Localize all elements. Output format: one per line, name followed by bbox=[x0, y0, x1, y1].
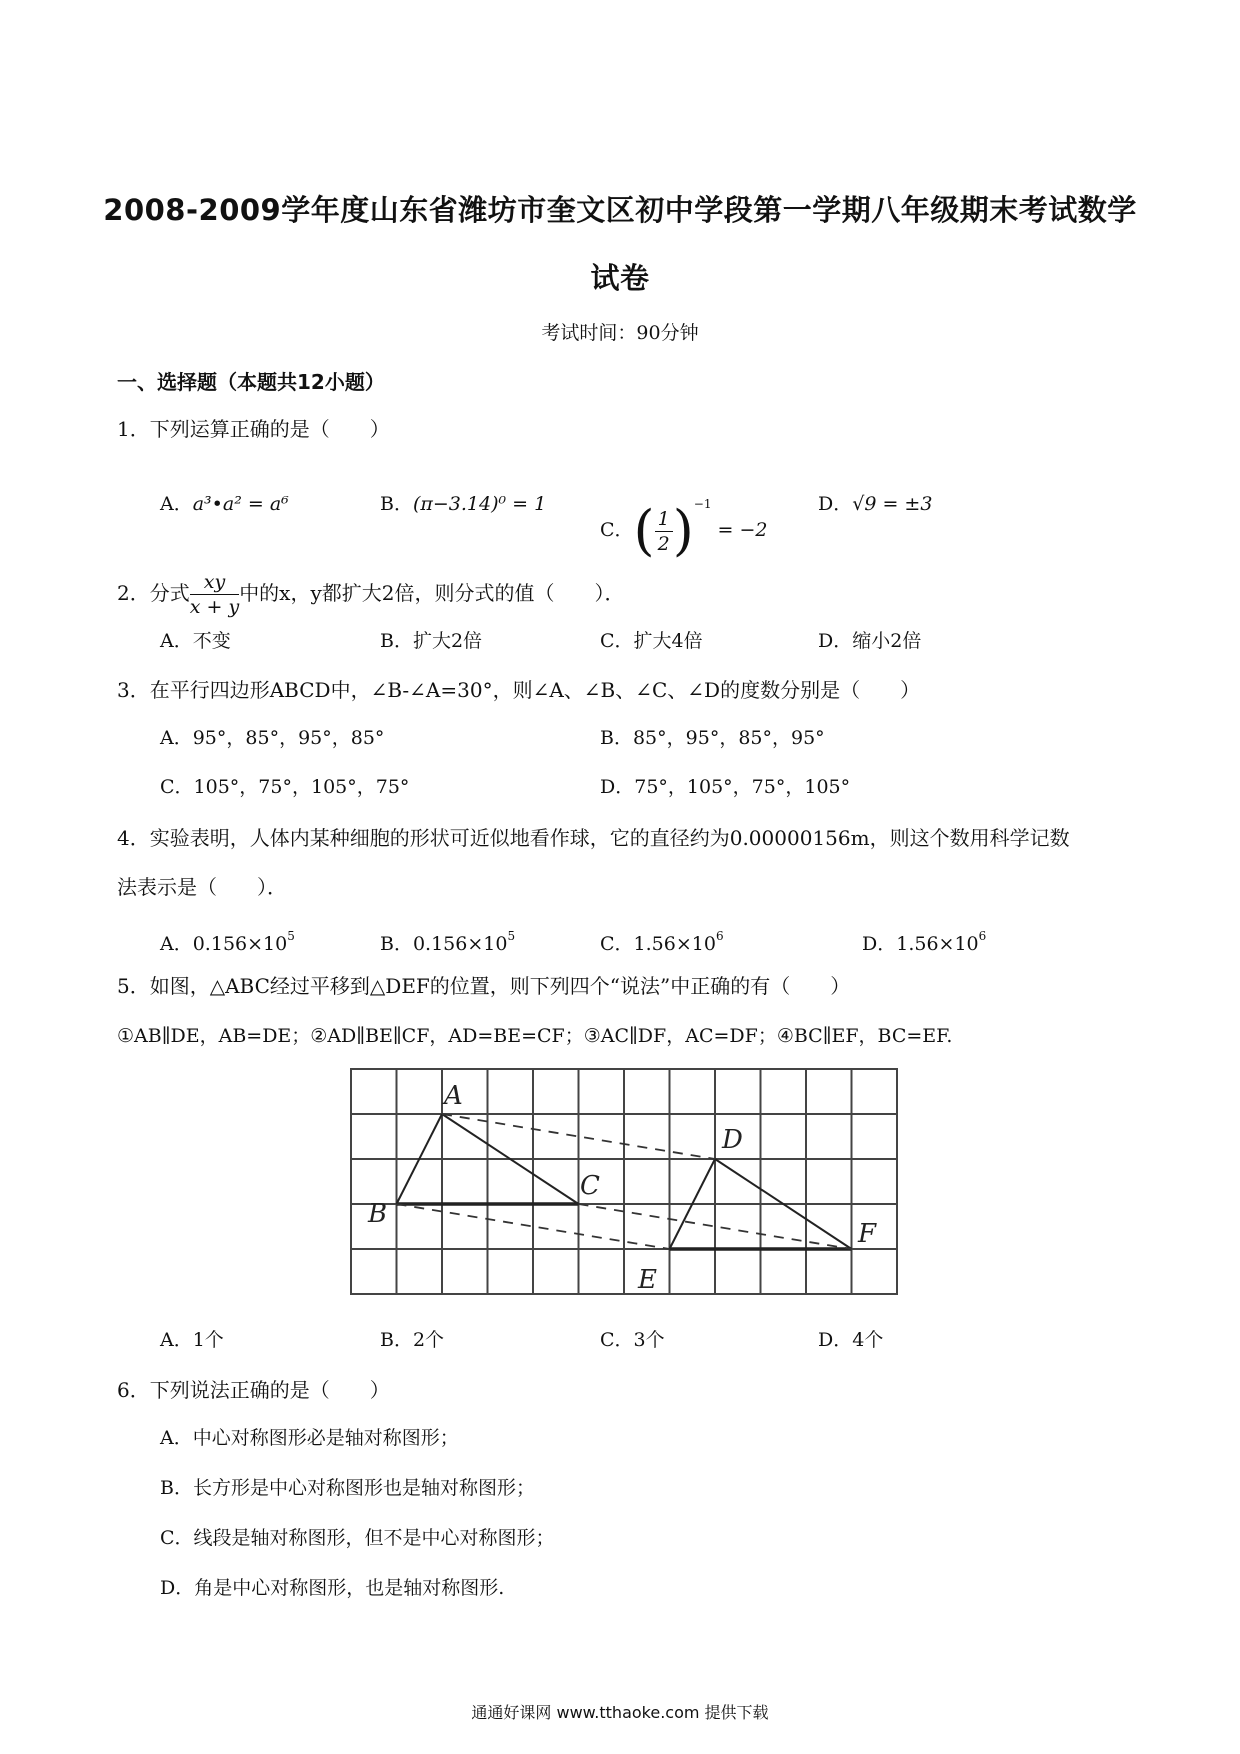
q5-option-c: C．3个 bbox=[600, 1329, 665, 1351]
q2-option-d: D．缩小2倍 bbox=[818, 630, 922, 652]
q4-option-a: A．$0.156\times 10^5$ bbox=[160, 929, 295, 955]
question-3-stem: 3．在平行四边形ABCD中，∠B-∠A=30°，则∠A、∠B、∠C、∠D的度数分别是（ ） bbox=[117, 678, 921, 702]
q6-option-a: A．中心对称图形必是轴对称图形； bbox=[160, 1427, 459, 1449]
q4-option-c: C．$1.56\times 10^6$ bbox=[600, 929, 724, 955]
q2-option-a: A．不变 bbox=[160, 630, 231, 652]
q2-option-c: C．扩大4倍 bbox=[600, 630, 703, 652]
section-heading: 一、选择题（本题共12小题） bbox=[117, 370, 385, 394]
q3-option-a: A．95°，85°，95°，85° bbox=[160, 727, 385, 749]
q5-option-a: A．1个 bbox=[160, 1329, 224, 1351]
question-5-statements: ①AB∥DE，AB=DE；②AD∥BE∥CF，AD=BE=CF；③AC∥DF，AC=DF；④BC∥EF，BC=EF. bbox=[117, 1025, 953, 1047]
q5-option-d: D．4个 bbox=[818, 1329, 884, 1351]
q3-option-b: B．85°，95°，85°，95° bbox=[600, 727, 825, 749]
q6-option-d: D．角是中心对称图形，也是轴对称图形. bbox=[160, 1577, 505, 1599]
q1-option-a: A．a³•a² = a⁶ bbox=[160, 493, 289, 515]
label-d: D bbox=[722, 1125, 743, 1155]
q3-option-d: D．75°，105°，75°，105° bbox=[600, 776, 851, 798]
q2-option-b: B．扩大2倍 bbox=[380, 630, 483, 652]
question-1-stem: 1．下列运算正确的是（ ） bbox=[117, 417, 390, 441]
exam-title-line2: 试卷 bbox=[590, 261, 650, 295]
q3-option-c: C．105°，75°，105°，75° bbox=[160, 776, 410, 798]
q1-option-d: D．√9 = ±3 bbox=[818, 493, 933, 515]
question-6-stem: 6．下列说法正确的是（ ） bbox=[117, 1378, 390, 1402]
question-2-stem: 2．分式 $\frac{xy}{x + y}$ 中的x，y都扩大2倍，则分式的值（ ）． bbox=[117, 571, 625, 618]
q6-option-b: B．长方形是中心对称图形也是轴对称图形； bbox=[160, 1477, 535, 1499]
question-5-stem: 5．如图，△ABC经过平移到△DEF的位置，则下列四个“说法”中正确的有（ ） bbox=[117, 974, 851, 998]
q5-option-b: B．2个 bbox=[380, 1329, 445, 1351]
label-c: C bbox=[580, 1171, 600, 1201]
exam-time: 考试时间：90分钟 bbox=[541, 322, 699, 344]
q6-option-c: C．线段是轴对称图形，但不是中心对称图形； bbox=[160, 1527, 555, 1549]
q1-option-b: B．(π−3.14)⁰ = 1 bbox=[380, 493, 547, 515]
q1-option-c: C．( $\frac{1}{2}$ )$^{-1}$ = −2 bbox=[600, 497, 768, 562]
question-4-stem-line2: 法表示是（ ）． bbox=[117, 875, 287, 899]
label-a: A bbox=[444, 1081, 463, 1111]
question-4-stem-line1: 4．实验表明，人体内某种细胞的形状可近似地看作球，它的直径约为0.00000156m，则这个数用科学记数 bbox=[117, 826, 1070, 850]
exam-title-line1: 2008-2009学年度山东省潍坊市奎文区初中学段第一学期八年级期末考试数学 bbox=[103, 193, 1137, 227]
translation-grid-figure bbox=[348, 1066, 908, 1306]
label-e: E bbox=[638, 1265, 657, 1295]
label-f: F bbox=[858, 1219, 877, 1249]
q4-option-b: B．$0.156\times 10^5$ bbox=[380, 929, 516, 955]
label-b: B bbox=[368, 1199, 388, 1229]
page-footer: 通通好课网 www.tthaoke.com 提供下载 bbox=[471, 1703, 769, 1722]
q4-option-d: D．$1.56\times 10^6$ bbox=[862, 929, 987, 955]
